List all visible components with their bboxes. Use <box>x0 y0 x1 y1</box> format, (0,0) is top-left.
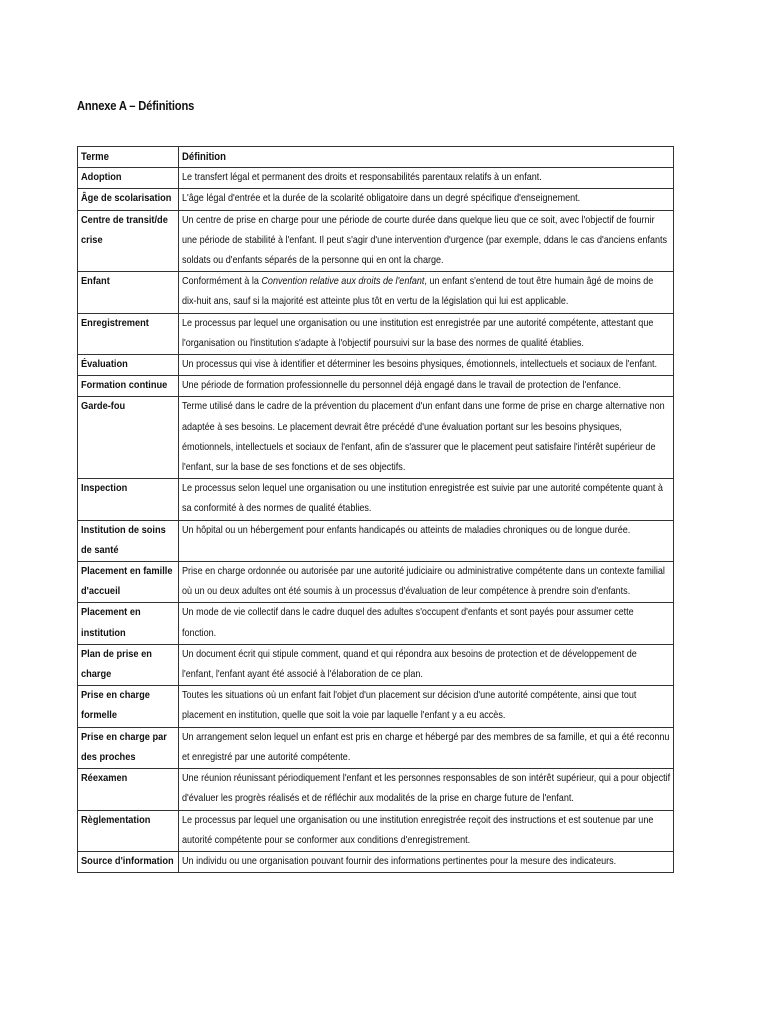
table-row <box>78 520 674 561</box>
table-row <box>78 397 674 479</box>
term-text: Garde-fou <box>81 401 126 413</box>
table-row <box>78 189 674 210</box>
term-text: Enfant <box>81 276 110 288</box>
table-row <box>78 168 674 189</box>
term-text: Placement en institution <box>81 607 141 639</box>
term-cell <box>78 189 179 210</box>
definition-text-main: Conformément à la <box>182 276 262 288</box>
definition-text <box>182 189 670 209</box>
term-cell <box>78 210 179 272</box>
term-cell <box>78 272 179 313</box>
term-cell <box>78 603 179 644</box>
term-text: Réexamen <box>81 773 128 785</box>
definition-text <box>182 769 670 809</box>
term-text: Adoption <box>81 172 122 184</box>
table-row <box>78 603 674 644</box>
definition-text-main: Le transfert légal et permanent des droits et responsabilités parentaux relatifs à un enfant. <box>182 172 542 184</box>
definition-cell <box>179 644 674 685</box>
term-cell <box>78 168 179 189</box>
term-cell <box>78 397 179 479</box>
term-text: Plan de prise en charge <box>81 648 152 681</box>
term-cell <box>78 313 179 354</box>
definition-text <box>182 728 670 768</box>
table-row <box>78 376 674 397</box>
term-cell <box>78 769 179 810</box>
term-text: Centre de transit/de crise <box>81 214 168 246</box>
definition-text <box>182 521 670 541</box>
table-row <box>78 479 674 520</box>
term-text: Source d'information <box>81 855 174 867</box>
definition-cell <box>179 397 674 479</box>
table-row <box>78 355 674 376</box>
definition-text <box>182 376 670 396</box>
table-row <box>78 851 674 872</box>
definition-text-main: Toutes les situations où un enfant fait l'objet d'un placement sur décision d'une autorité compétente, ainsi que tout placement en institution, quelle que soit la voie par laquelle l'enfant y a eu accès. <box>182 690 637 722</box>
definition-cell <box>179 210 674 272</box>
table-row <box>78 562 674 603</box>
definition-text-emphasis: Convention relative aux droits de l'enfant <box>261 276 425 288</box>
term-text: Âge de scolarisation <box>81 193 172 205</box>
definition-text-main: Une période de formation professionnelle du personnel déjà engagé dans le travail de protection de l'enfance. <box>182 380 621 392</box>
table-row <box>78 810 674 851</box>
table-row <box>78 272 674 313</box>
term-cell <box>78 810 179 851</box>
table-row <box>78 686 674 727</box>
definition-text <box>182 811 670 851</box>
term-cell <box>78 686 179 727</box>
annex-title: Annexe A – Définitions <box>77 98 195 113</box>
definition-text-main: Un arrangement selon lequel un enfant est pris en charge et hébergé par des membres de sa famille, et qui a été reconnu et enregistré par une autorité compétente. <box>182 731 670 763</box>
definition-text-main: Un centre de prise en charge pour une période de courte durée dans quelque lieu que ce soit, avec l'objectif de fournir une période de stabilité à l'enfant. Il peut s'agir d'une intervention d'urgence (par exemple, ddans le cas d'anciens enfants soldats ou d'enfants séparés de la personne qui en ont la charge. <box>182 214 668 267</box>
definition-cell <box>179 168 674 189</box>
term-text: Inspection <box>81 483 128 495</box>
definition-text <box>182 852 670 872</box>
definition-text-main: Le processus par lequel une organisation ou une institution est enregistrée par une autorité compétente, attestant que l'organisation ou l'institution s'adapte à l'objectif poursuivi sur la base des normes de qualité établies. <box>182 317 654 349</box>
term-text: Enregistrement <box>81 317 149 329</box>
definition-text-main: Un mode de vie collectif dans le cadre duquel des adultes s'occupent d'enfants et sont payés pour assumer cette fonction. <box>182 607 634 639</box>
definition-text <box>182 562 670 602</box>
definition-text-main: Un individu ou une organisation pouvant fournir des informations pertinentes pour la mesure des indicateurs. <box>182 855 617 867</box>
definition-text <box>182 686 670 726</box>
table-row <box>78 644 674 685</box>
definition-text-main: Un hôpital ou un hébergement pour enfants handicapés ou atteints de maladies chroniques ou de longue durée. <box>182 524 631 536</box>
term-text: Prise en charge formelle <box>81 690 150 722</box>
definition-text <box>182 479 670 519</box>
definition-cell <box>179 189 674 210</box>
definition-text <box>182 272 670 312</box>
definition-cell <box>179 520 674 561</box>
definition-text-continued: , un enfant s'entend de tout être humain âgé de moins de dix-huit ans, sauf si la majorité est atteinte plus tôt en vertu de la législation qui lui est applicable. <box>182 276 654 308</box>
definition-cell <box>179 272 674 313</box>
table-row <box>78 727 674 768</box>
definition-cell <box>179 376 674 397</box>
definition-text <box>182 211 670 272</box>
term-text: Institution de soins de santé <box>81 524 166 556</box>
definition-text <box>182 355 670 375</box>
definition-text-main: Un document écrit qui stipule comment, quand et qui répondra aux besoins de protection et de développement de l'enfant, l'enfant ayant été associé à l'élaboration de ce plan. <box>182 648 637 681</box>
definition-cell <box>179 313 674 354</box>
definition-text <box>182 645 670 685</box>
term-text: Évaluation <box>81 359 128 371</box>
term-cell <box>78 520 179 561</box>
definition-text-main: Le processus par lequel une organisation ou une institution enregistrée reçoit des instructions et est soutenue par une autorité compétente pour se conformer aux conditions d'enregistrement. <box>182 814 654 846</box>
definition-cell <box>179 727 674 768</box>
definition-cell <box>179 686 674 727</box>
definition-cell <box>179 479 674 520</box>
term-column-header: Terme <box>78 147 179 168</box>
term-cell <box>78 644 179 685</box>
definition-text <box>182 314 670 354</box>
definition-cell <box>179 810 674 851</box>
definition-text-main: Le processus selon lequel une organisation ou une institution enregistrée est suivie par une autorité compétente quant à sa conformité à des normes de qualité établies. <box>182 483 663 515</box>
table-body <box>78 168 674 873</box>
table-row <box>78 769 674 810</box>
table-row <box>78 210 674 272</box>
term-cell <box>78 479 179 520</box>
definition-cell <box>179 851 674 872</box>
definition-text <box>182 603 670 643</box>
definition-text <box>182 168 670 188</box>
term-cell <box>78 727 179 768</box>
term-cell <box>78 355 179 376</box>
table-row <box>78 313 674 354</box>
definition-text-main: Un processus qui vise à identifier et déterminer les besoins physiques, émotionnels, intellectuels et sociaux de l'enfant. <box>182 359 658 371</box>
definition-cell <box>179 769 674 810</box>
term-cell <box>78 376 179 397</box>
definition-text-main: L'âge légal d'entrée et la durée de la scolarité obligatoire dans un degré spécifique d'enseignement. <box>182 193 581 205</box>
table-header-row <box>78 147 674 168</box>
term-text: Prise en charge par des proches <box>81 731 167 763</box>
definition-text-main: Une réunion réunissant périodiquement l'enfant et les personnes responsables de son intérêt supérieur, qui a pour objectif d'évaluer les progrès réalisés et de réfléchir aux modalités de la prise en charge future de l'enfant. <box>182 773 671 805</box>
definition-column-header: Définition <box>179 147 674 168</box>
term-text: Placement en famille d'accueil <box>81 566 173 598</box>
definition-cell <box>179 355 674 376</box>
definition-text-main: Terme utilisé dans le cadre de la prévention du placement d'un enfant dans une forme de prise en charge alternative non adaptée à ses besoins. Le placement devrait être précédé d'une évaluation portant sur les besoins physiques, émotionnels, intellectuels et sociaux de l'enfant, afin de s'assurer que le placement peut satisfaire l'intérêt supérieur de l'enfant, sur la base de ses fonctions et de ses objectifs. <box>182 401 665 474</box>
definition-cell <box>179 562 674 603</box>
term-text: Formation continue <box>81 380 168 392</box>
term-cell <box>78 562 179 603</box>
definition-text-main: Prise en charge ordonnée ou autorisée par une autorité judiciaire ou administrative compétente dans un contexte familial où un ou deux adultes ont été soumis à un processus d'évaluation de leur compétence à prendre soin d'enfants. <box>182 566 665 598</box>
definition-text <box>182 397 670 478</box>
definition-cell <box>179 603 674 644</box>
definitions-table <box>77 146 674 873</box>
term-cell <box>78 851 179 872</box>
term-text: Règlementation <box>81 814 151 826</box>
